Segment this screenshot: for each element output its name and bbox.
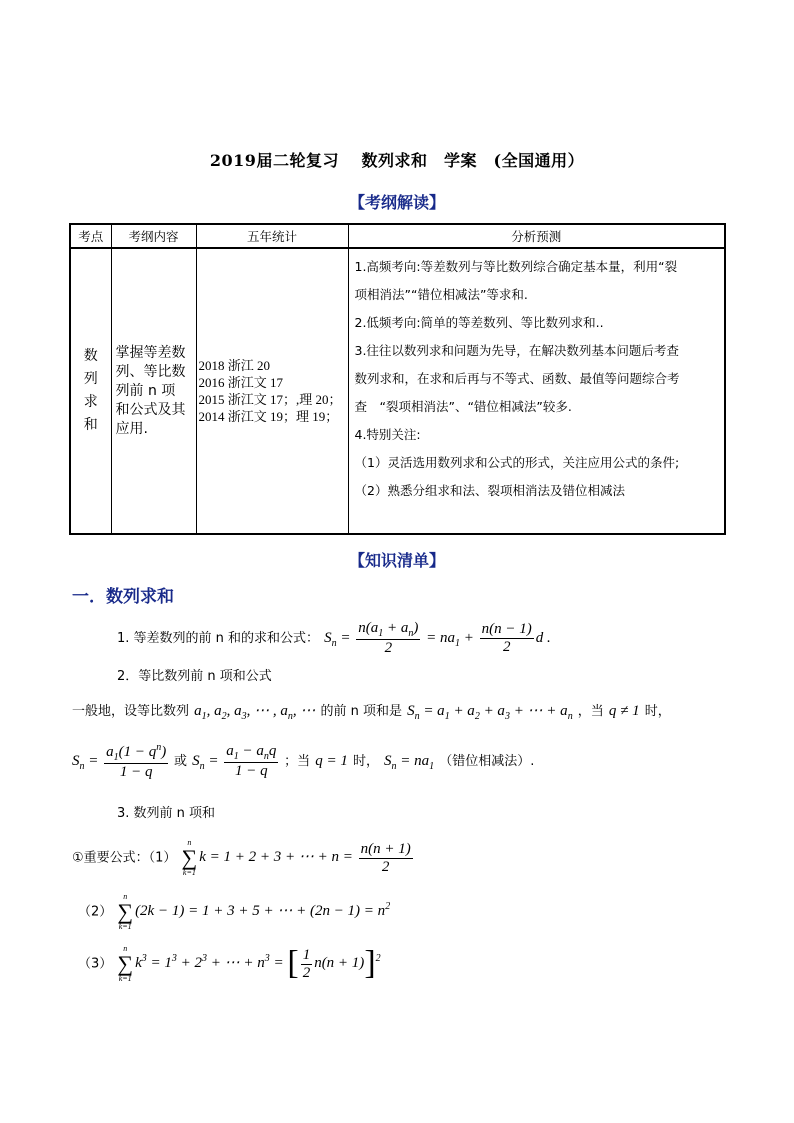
item2-label: 2．等比数列前 n 项和公式 [117,669,272,684]
table-row [70,248,725,534]
geometric-formula-2: $S_n$ = $\frac{a_1 - a_nq}{1 - q}$ [192,743,277,779]
analysis-line: 3.往往以数列求和问题为先导，在解决数列基本问题后考查 [354,343,679,358]
analysis-line: 项相消法”“错位相减法”等求和. [354,287,528,302]
sequence-notation: $a_1$, $a_2$, $a_3$, ⋯ , $a_n$, ⋯ [194,703,316,722]
arithmetic-formula: $S_n$ = $\frac{n(a_1 + a_n)}{2}$ = $na_1$ + $\frac{n(n - 1)}{2}$ d . [324,620,551,656]
formula-arithmetic-sum [117,620,551,657]
header-point: 考点 [70,224,111,248]
item2-case2: ；当 [284,753,311,769]
point-line: 列 [83,371,98,387]
document-title: 2019届二轮复习 数列求和 学案 (全国通用） [209,151,585,170]
item2-case2-tail: 时， [352,753,379,769]
formula-sum-odds [78,892,390,932]
formula-sum-cubes [78,944,381,984]
condition-q-not-1: q ≠ 1 [608,703,640,719]
item2-mid: 的前 n 项和是 [320,704,402,719]
item2-or: 或 [174,753,188,769]
content-line: 和公式及其 [115,401,186,418]
analysis-line: 数列求和，在求和后再与不等式、函数、最值等问题综合考 [354,371,680,386]
point-line: 和 [83,417,98,433]
item2-when-tail: 时， [644,704,671,719]
analysis-line: （1）灵活选用数列求和公式的形式，关注应用公式的条件; [354,455,680,470]
geometric-sum-def: $S_n = a_1 + a_2 + a_3$ + ⋯ + $a_n$ [407,703,573,722]
stats-line: 2016 浙江文 17 [198,375,284,390]
cell-point [70,248,111,534]
content-line: 应用. [115,420,148,437]
header-content: 考纲内容 [111,224,196,248]
analysis-line: 2.低频考向:简单的等差数列、等比数列求和.. [354,315,604,330]
item2-when: ，当 [577,704,604,719]
formula-sum-integers [72,838,415,878]
content-line: 列前 n 项 [115,382,176,399]
item2-intro: 一般地，设等比数列 [72,704,190,719]
section-heading-knowledge: 【知识清单】 [348,551,445,570]
condition-q-eq-1: q = 1 [315,752,348,769]
analysis-line: （2）熟悉分组求和法、裂项相消法及错位相减法 [354,483,625,498]
sum-k-formula: n ∑ k=1 k = 1 + 2 + 3 + ⋯ + n = $\frac{n(n + 1)}{2}$ [181,838,411,877]
geometric-formula-line [72,742,534,781]
header-stats: 五年统计 [196,224,348,248]
item3-important: ①重要公式：（1） [72,850,177,866]
stats-line: 2014 浙江文 19；理 19； [198,409,339,424]
outline-table [69,223,726,535]
item3-p3: （3） [78,956,113,972]
content-line: 掌握等差数 [115,344,186,361]
analysis-line: 查 “裂项相消法”、“错位相减法”较多. [354,399,572,414]
analysis-line: 4.特别关注: [354,427,421,442]
header-analysis: 分析预测 [348,224,725,248]
analysis-line: 1.高频考向:等差数列与等比数列综合确定基本量，利用“裂 [354,259,678,274]
sum-cube-formula: n ∑ k=1 $k^3 = 1^3 + 2^3$ + ⋯ + $n^3$ = [ $\frac{1}{2}$ n(n + 1)]$^2$ [117,944,381,983]
geometric-intro-line [72,700,671,722]
stats-line: 2018 浙江 20 [198,358,271,373]
section-heading-outline: 【考纲解读】 [348,193,445,212]
item1-label: 1. 等差数列的前 n 和的求和公式： [117,630,320,646]
cell-analysis [348,248,725,534]
point-line: 数 [83,348,98,364]
item3-label: 3. 数列前 n 项和 [117,806,216,821]
cell-content [111,248,196,534]
table-header-row [70,224,725,248]
point-line: 求 [83,394,98,410]
content-line: 列、等比数 [115,363,186,380]
item3-p2: （2） [78,904,113,920]
geometric-formula-q1: $S_n = na_1$ [384,752,435,772]
heading-series-sum: 一．数列求和 [72,587,174,607]
geometric-formula-1: $S_n$ = $\frac{a_1(1 - q^n)}{1 - q}$ [72,742,167,780]
sum-odd-formula: n ∑ k=1 (2k − 1) = 1 + 3 + 5 + ⋯ + $(2n - 1) = n^2$ [117,892,391,931]
cell-stats [196,248,348,534]
stats-line: 2015 浙江文 17；,理 20； [198,392,342,407]
item2-method: （错位相减法）. [439,753,535,769]
